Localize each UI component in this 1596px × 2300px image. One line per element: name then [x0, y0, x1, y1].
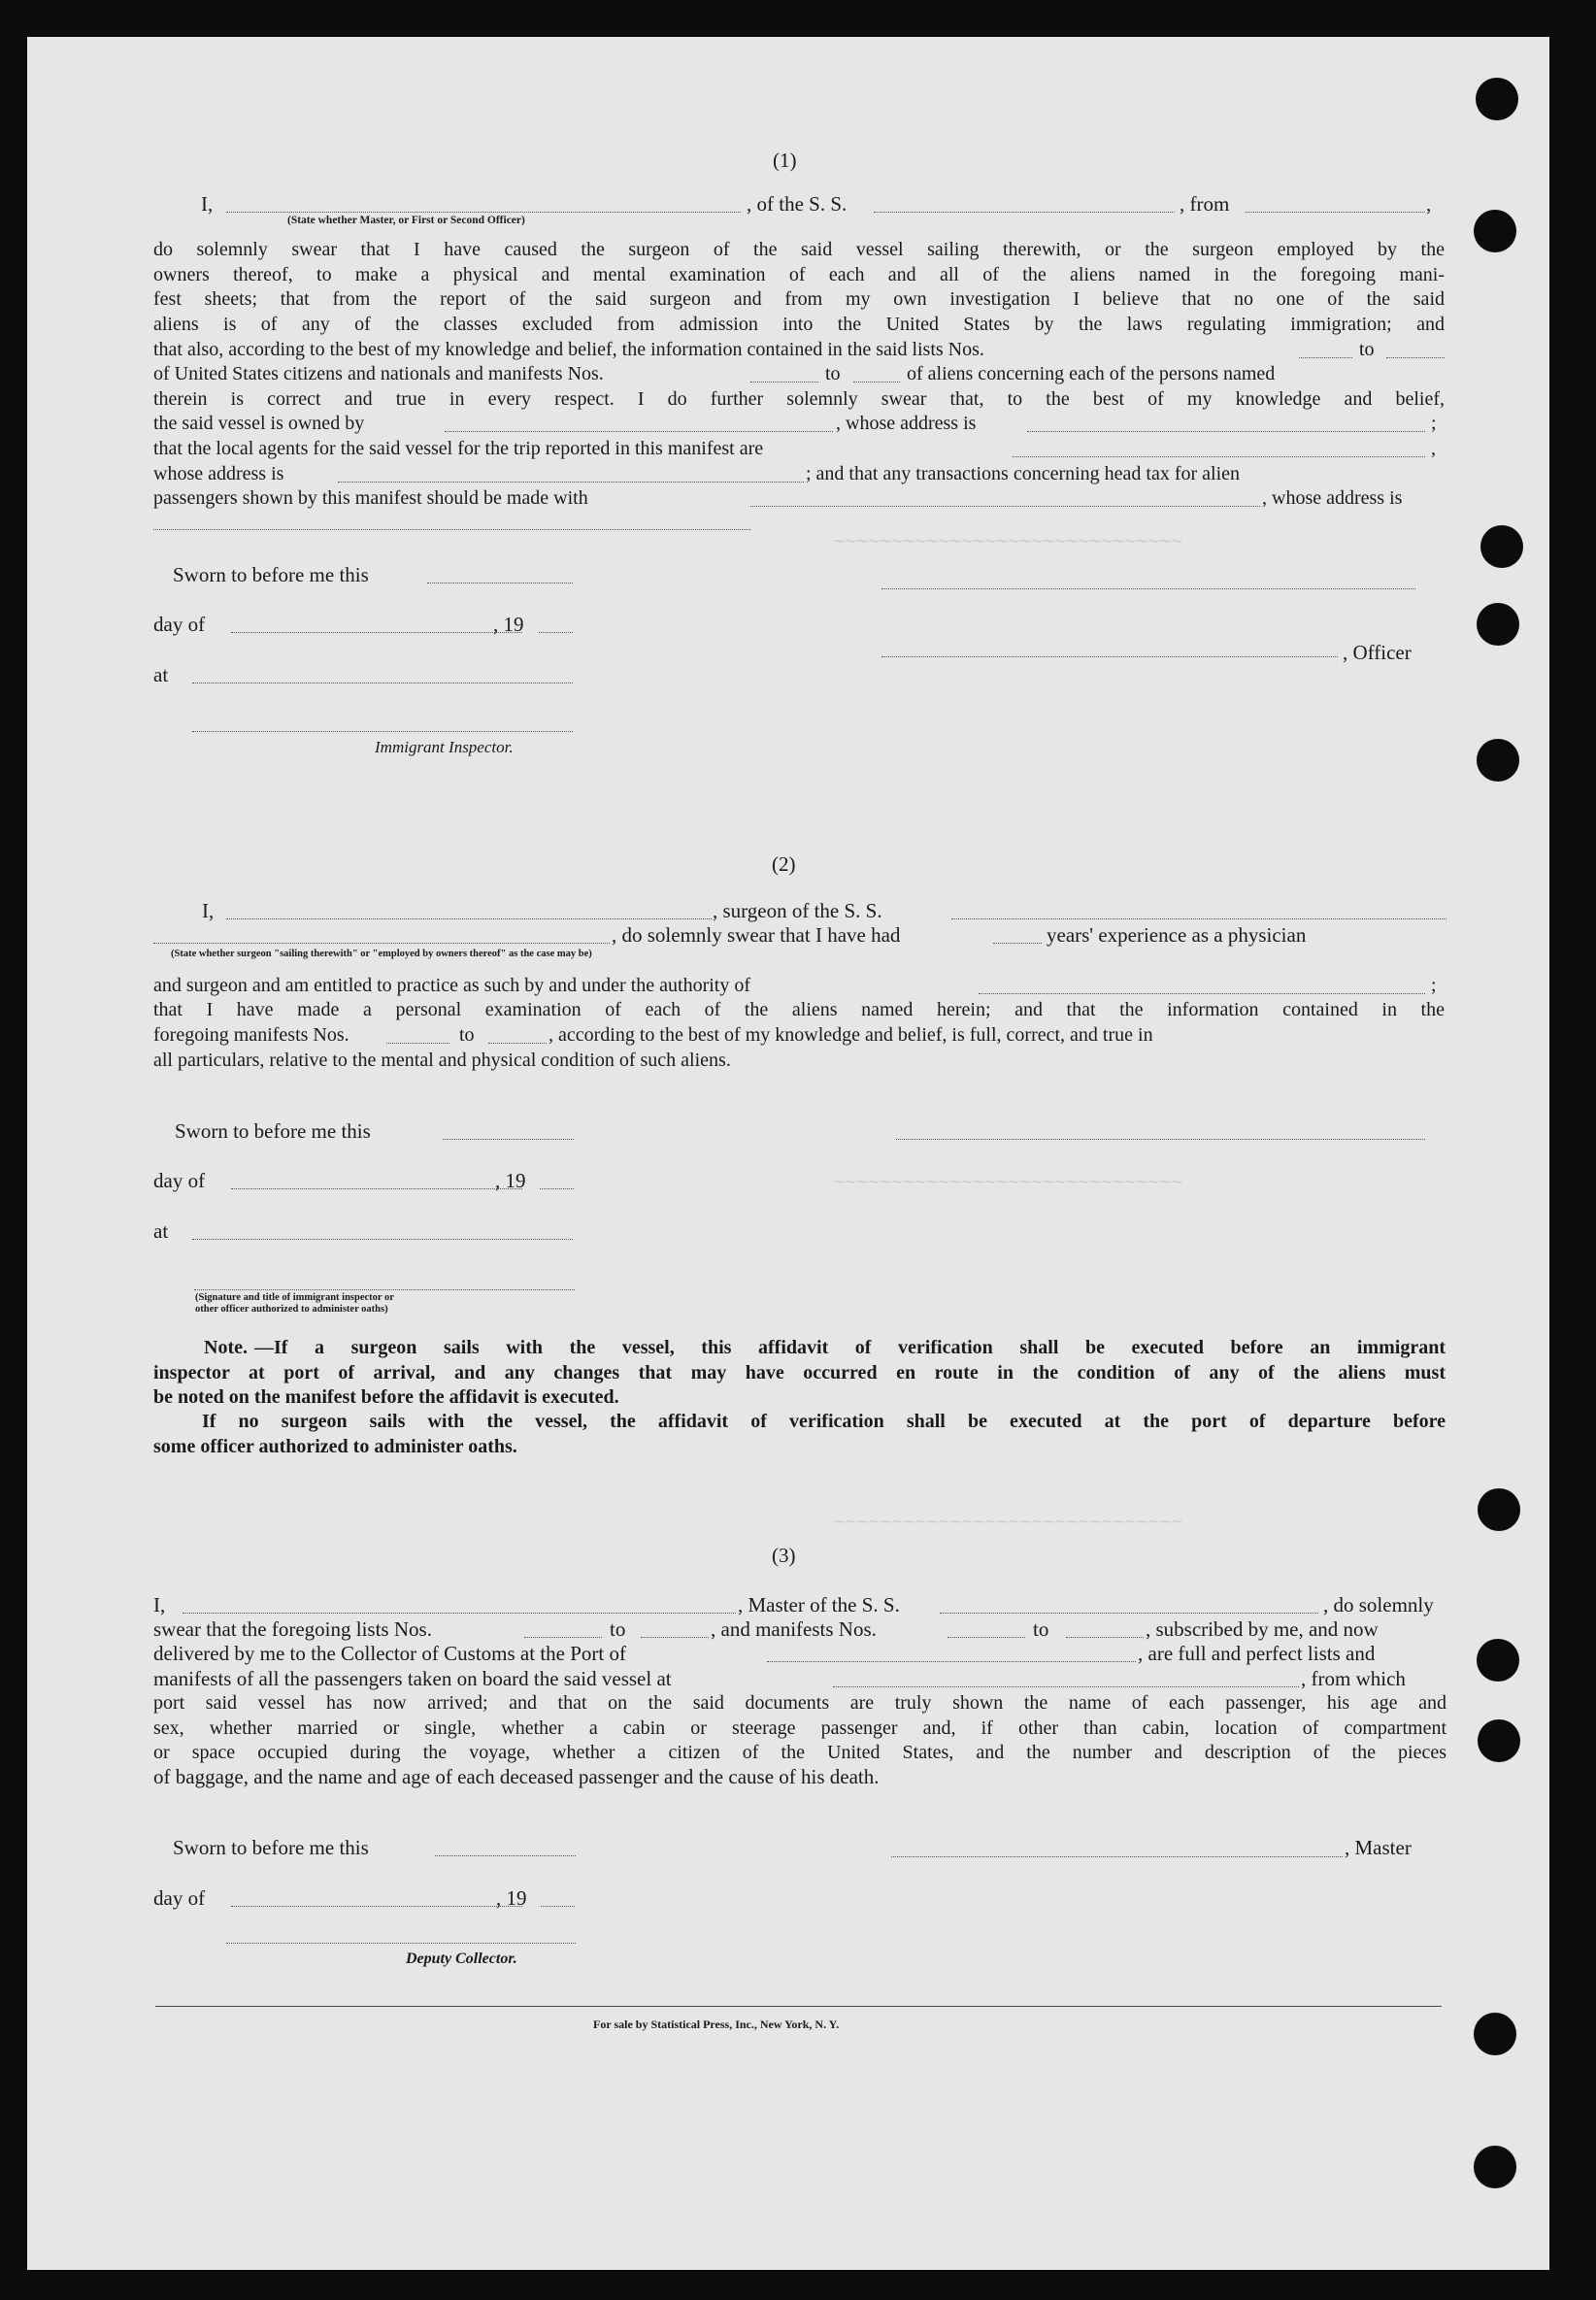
contact-address-field[interactable] — [153, 529, 750, 530]
lists-label: that also, according to the best of my knowledge and belief, the information contained in the said lists Nos. — [153, 339, 984, 360]
local-agents-label: that the local agents for the said vessel for the trip reported in this manifest are — [153, 438, 764, 459]
manifest-to-field[interactable] — [1066, 1637, 1144, 1638]
inspector-caption: Immigrant Inspector. — [375, 738, 514, 756]
local-agents-field[interactable] — [1013, 456, 1425, 457]
year-prefix: , 19 — [493, 613, 524, 636]
i-label: I, — [153, 1593, 166, 1617]
month-field[interactable] — [231, 1906, 522, 1907]
manifest-to-field[interactable] — [488, 1043, 547, 1044]
comma: , — [1426, 192, 1432, 216]
punch-hole — [1474, 210, 1516, 252]
years-field[interactable] — [993, 943, 1042, 944]
surgeon-vessel-field[interactable] — [951, 918, 1446, 919]
of-the-ss-label: , of the S. S. — [747, 192, 848, 216]
owner-field[interactable] — [445, 431, 833, 432]
note-paragraph-1-last: be noted on the manifest before the affidavit is executed. — [153, 1386, 619, 1408]
agents-address-label: whose address is — [153, 463, 284, 484]
owned-by-label: the said vessel is owned by — [153, 413, 365, 434]
head-tax-contact-field[interactable] — [750, 506, 1260, 507]
subscribed-label: , subscribed by me, and now — [1146, 1617, 1379, 1641]
section-1-body: do solemnly swear that I have caused the surgeon of the said vessel sailing therewith, or the surgeon employed by the owners thereof, to make a physical and mental examination of each and all of the aliens named in the foregoing mani- fest sheets; that from the report of the said surgeon and from my own investigation I believe that no one of the said aliens is of any of the classes excluded from admission into the United States by the laws regulating immigration; and — [153, 239, 1445, 335]
inspector-signature-field[interactable] — [194, 1289, 575, 1290]
officer-label: , Officer — [1343, 641, 1412, 664]
sworn-date-field[interactable] — [443, 1139, 574, 1140]
signature-note-line-2: other officer authorized to administer oaths) — [195, 1304, 388, 1315]
semicolon: ; — [1431, 413, 1437, 434]
aliens-concerning-label: of aliens concerning each of the persons named — [907, 363, 1276, 384]
year-field[interactable] — [539, 632, 573, 633]
manifests-label: foregoing manifests Nos. — [153, 1024, 349, 1046]
whose-address-label: , whose address is — [1262, 487, 1403, 509]
list-to-field[interactable] — [641, 1637, 709, 1638]
note-paragraph-1b: inspector at port of arrival, and any changes that may have occurred en route in the condition of any of the aliens must — [153, 1362, 1446, 1383]
collector-signature-field[interactable] — [226, 1943, 576, 1944]
manifest-from-field[interactable] — [948, 1637, 1025, 1638]
collector-caption: Deputy Collector. — [406, 1950, 517, 1967]
boarding-port-field[interactable] — [833, 1686, 1299, 1687]
day-of-label: day of — [153, 1169, 206, 1192]
note-label: Note. — [204, 1337, 248, 1358]
day-of-label: day of — [153, 613, 206, 636]
punch-hole — [1480, 525, 1523, 568]
officer-title-field[interactable] — [881, 656, 1338, 657]
section-2-number: (2) — [772, 852, 796, 876]
agents-address-field[interactable] — [338, 482, 804, 483]
manifests-label: , and manifests Nos. — [711, 1617, 877, 1641]
lists-label: swear that the foregoing lists Nos. — [153, 1617, 432, 1641]
i-label: I, — [201, 192, 214, 216]
punch-hole — [1478, 1719, 1520, 1762]
owner-address-field[interactable] — [1027, 431, 1425, 432]
section-3-number: (3) — [772, 1544, 796, 1567]
list-to-field[interactable] — [1386, 357, 1445, 358]
sworn-label: Sworn to before me this — [173, 1836, 369, 1859]
punch-hole — [1476, 78, 1518, 120]
bleed-through-text: ~~~~~~~~~~~~~~~~~~~~~~~~~~~~~~ — [833, 1513, 1183, 1535]
whose-address-label: , whose address is — [836, 413, 977, 434]
particulars-line: all particulars, relative to the mental and physical condition of such aliens. — [153, 1050, 731, 1071]
place-field[interactable] — [192, 1239, 573, 1240]
note-paragraph-1: —If a surgeon sails with the vessel, this affidavit of verification shall be executed before an immigrant — [254, 1337, 1446, 1358]
printer-credit: For sale by Statistical Press, Inc., New York, N. Y. — [593, 2017, 840, 2031]
punch-hole — [1474, 2146, 1516, 2188]
inspector-signature-field[interactable] — [192, 731, 573, 732]
to-label: to — [459, 1024, 475, 1046]
comma: , — [1431, 438, 1436, 459]
surgeon-status-note: (State whether surgeon "sailing therewith" or "employed by owners thereof" as the case may be) — [171, 949, 592, 959]
punch-hole — [1477, 603, 1519, 646]
surgeon-name-field[interactable] — [226, 918, 712, 919]
officer-rank-note: (State whether Master, or First or Second Officer) — [287, 215, 525, 226]
punch-hole — [1477, 739, 1519, 782]
to-label: to — [1033, 1617, 1049, 1641]
master-name-field[interactable] — [183, 1613, 736, 1614]
from-label: , from — [1180, 192, 1230, 216]
head-tax-label: ; and that any transactions concerning head tax for alien — [806, 463, 1241, 484]
manifest-from-field[interactable] — [750, 382, 818, 383]
knowledge-label: , according to the best of my knowledge and belief, is full, correct, and true in — [549, 1024, 1153, 1046]
to-label: to — [825, 363, 841, 384]
officer-name-field[interactable] — [226, 212, 741, 213]
year-prefix: , 19 — [496, 1886, 527, 1910]
to-label: to — [610, 1617, 626, 1641]
from-which-label: , from which — [1301, 1667, 1406, 1690]
sworn-label: Sworn to before me this — [175, 1119, 371, 1143]
punch-hole — [1474, 2013, 1516, 2055]
semicolon: ; — [1431, 975, 1437, 996]
master-vessel-field[interactable] — [940, 1613, 1318, 1614]
year-prefix: , 19 — [495, 1169, 526, 1192]
list-from-field[interactable] — [1299, 357, 1352, 358]
surgeon-of-label: , surgeon of the S. S. — [713, 899, 882, 922]
correct-line: therein is correct and true in every respect. I do further solemnly swear that, to the best of my knowledge and belief, — [153, 388, 1445, 410]
year-field[interactable] — [541, 1906, 575, 1907]
manifest-from-field[interactable] — [386, 1043, 449, 1044]
full-perfect-label: , are full and perfect lists and — [1138, 1642, 1376, 1665]
note-paragraph-2: If no surgeon sails with the vessel, the affidavit of verification shall be executed at the port of departure before — [202, 1411, 1446, 1432]
master-label: , Master — [1345, 1836, 1412, 1859]
master-signature-field[interactable] — [891, 1856, 1343, 1857]
exam-line: that I have made a personal examination of each of the aliens named herein; and that the information contained in the — [153, 999, 1445, 1020]
solemnly-swear-label: , do solemnly swear that I have had — [612, 923, 901, 947]
footer-rule — [155, 2006, 1442, 2007]
punch-hole — [1477, 1639, 1519, 1682]
manifest-affidavit-page — [27, 37, 1549, 2270]
surgeon-signature-field[interactable] — [896, 1139, 1425, 1140]
officer-signature-field[interactable] — [881, 588, 1415, 589]
collector-port-label: delivered by me to the Collector of Customs at the Port of — [153, 1642, 626, 1665]
port-field[interactable] — [767, 1661, 1136, 1662]
i-label: I, — [202, 899, 215, 922]
section-3-last-line: of baggage, and the name and age of each deceased passenger and the cause of his death. — [153, 1765, 880, 1788]
passengers-label: passengers shown by this manifest should be made with — [153, 487, 588, 509]
years-experience-label: years' experience as a physician — [1047, 923, 1307, 947]
bleed-through-text: ~~~~~~~~~~~~~~~~~~~~~~~~~~~~~~ — [833, 532, 1183, 554]
punch-hole — [1478, 1488, 1520, 1531]
sworn-label: Sworn to before me this — [173, 563, 369, 586]
month-field[interactable] — [231, 632, 522, 633]
from-port-field[interactable] — [1246, 212, 1425, 213]
list-from-field[interactable] — [524, 1637, 602, 1638]
sworn-date-field[interactable] — [435, 1855, 576, 1856]
taken-on-board-label: manifests of all the passengers taken on board the said vessel at — [153, 1667, 672, 1690]
manifest-to-field[interactable] — [853, 382, 900, 383]
signature-note-line-1: (Signature and title of immigrant inspector or — [195, 1292, 394, 1303]
month-field[interactable] — [231, 1188, 522, 1189]
authority-label: and surgeon and am entitled to practice as such by and under the authority of — [153, 975, 750, 996]
section-3-body: port said vessel has now arrived; and that on the said documents are truly shown the name of each passenger, his age and sex, whether married or single, whether a cabin or steerage passenger and, if other than cabin, location of compartment or space occupied during the voyage, whether a citizen of the United States, and the number and description of the pieces — [153, 1692, 1446, 1763]
vessel-name-field[interactable] — [874, 212, 1175, 213]
year-field[interactable] — [540, 1188, 574, 1189]
note-paragraph-2-last: some officer authorized to administer oaths. — [153, 1436, 517, 1457]
master-of-label: , Master of the S. S. — [738, 1593, 900, 1617]
section-1-number: (1) — [773, 149, 797, 172]
bleed-through-text: ~~~~~~~~~~~~~~~~~~~~~~~~~~~~~~ — [833, 1173, 1183, 1195]
at-label: at — [153, 1219, 169, 1243]
do-solemnly-label: , do solemnly — [1323, 1593, 1434, 1617]
to-label: to — [1359, 339, 1375, 360]
surgeon-status-field[interactable] — [153, 943, 610, 944]
authority-field[interactable] — [979, 993, 1425, 994]
at-label: at — [153, 663, 169, 686]
day-of-label: day of — [153, 1886, 206, 1910]
citizens-label: of United States citizens and nationals and manifests Nos. — [153, 363, 604, 384]
